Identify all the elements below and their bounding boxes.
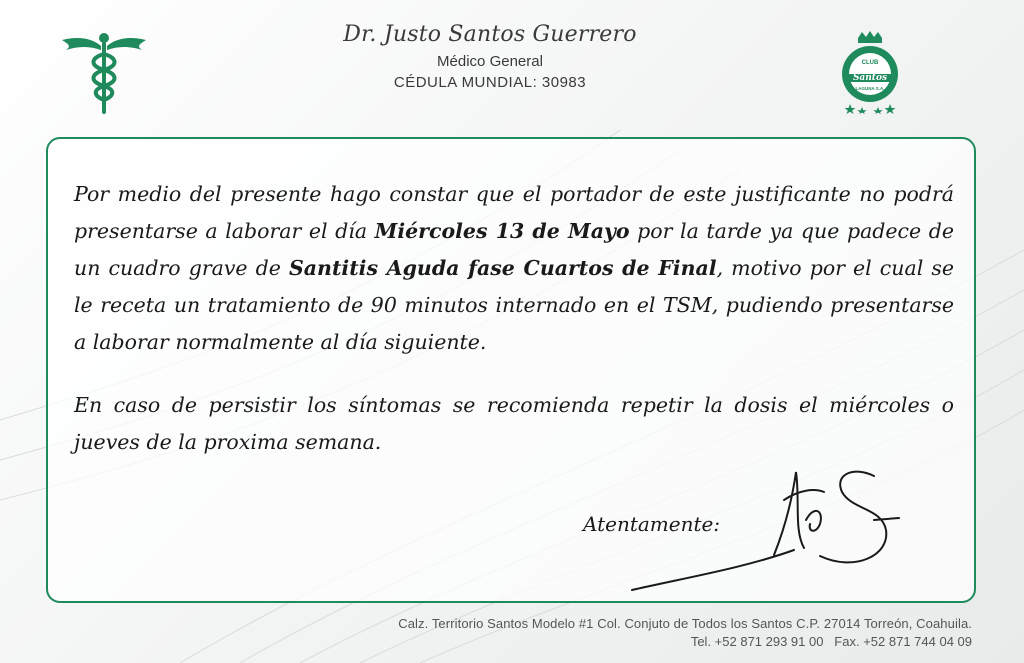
crest-name-text: Santos <box>852 73 888 83</box>
crest-top-text: CLUB <box>861 60 879 66</box>
footer-phone: Tel. +52 871 293 91 00 Fax. +52 871 744 04 09 <box>690 634 972 649</box>
p1-text-1: Por medio del presente hago constar que el portador de este justificante no podrá presentarse a laborar el día <box>74 182 954 243</box>
club-santos-crest-icon <box>836 30 904 114</box>
p1-highlight-diagnosis: Santitis Aguda fase Cuartos de Final <box>288 256 717 280</box>
doctor-title: Médico General <box>437 53 543 70</box>
p1-text-3: , motivo por el cual se le receta un tratamiento de 90 minutos internado en el TSM, pudiendo presentarse a laborar normalmente al día siguiente. <box>74 256 954 354</box>
letterhead <box>300 22 680 91</box>
footer-address: Calz. Territorio Santos Modelo #1 Col. Conjuto de Todos los Santos C.P. 27014 Torreón, Coahuila. <box>398 616 972 631</box>
note-paragraph-2: En caso de persistir los síntomas se recomienda repetir la dosis el miércoles o jueves de la proxima semana. <box>74 393 954 454</box>
p1-highlight-date: Miércoles 13 de Mayo <box>374 219 630 243</box>
doctor-name: Dr. Justo Santos Guerrero <box>343 22 637 47</box>
caduceus-logo <box>58 26 150 123</box>
note-body <box>74 176 954 461</box>
closing-text: Atentamente: <box>583 512 721 536</box>
crest-bottom-text: LAGUNA S.A. <box>855 86 885 91</box>
note-paragraph-1 <box>74 176 954 361</box>
club-santos-logo <box>836 30 904 119</box>
doctor-license: CÉDULA MUNDIAL: 30983 <box>393 74 587 91</box>
signature <box>624 460 924 600</box>
caduceus-icon <box>58 26 150 118</box>
p1-text-2: por la tarde ya que padece de un cuadro grave de <box>74 219 954 280</box>
